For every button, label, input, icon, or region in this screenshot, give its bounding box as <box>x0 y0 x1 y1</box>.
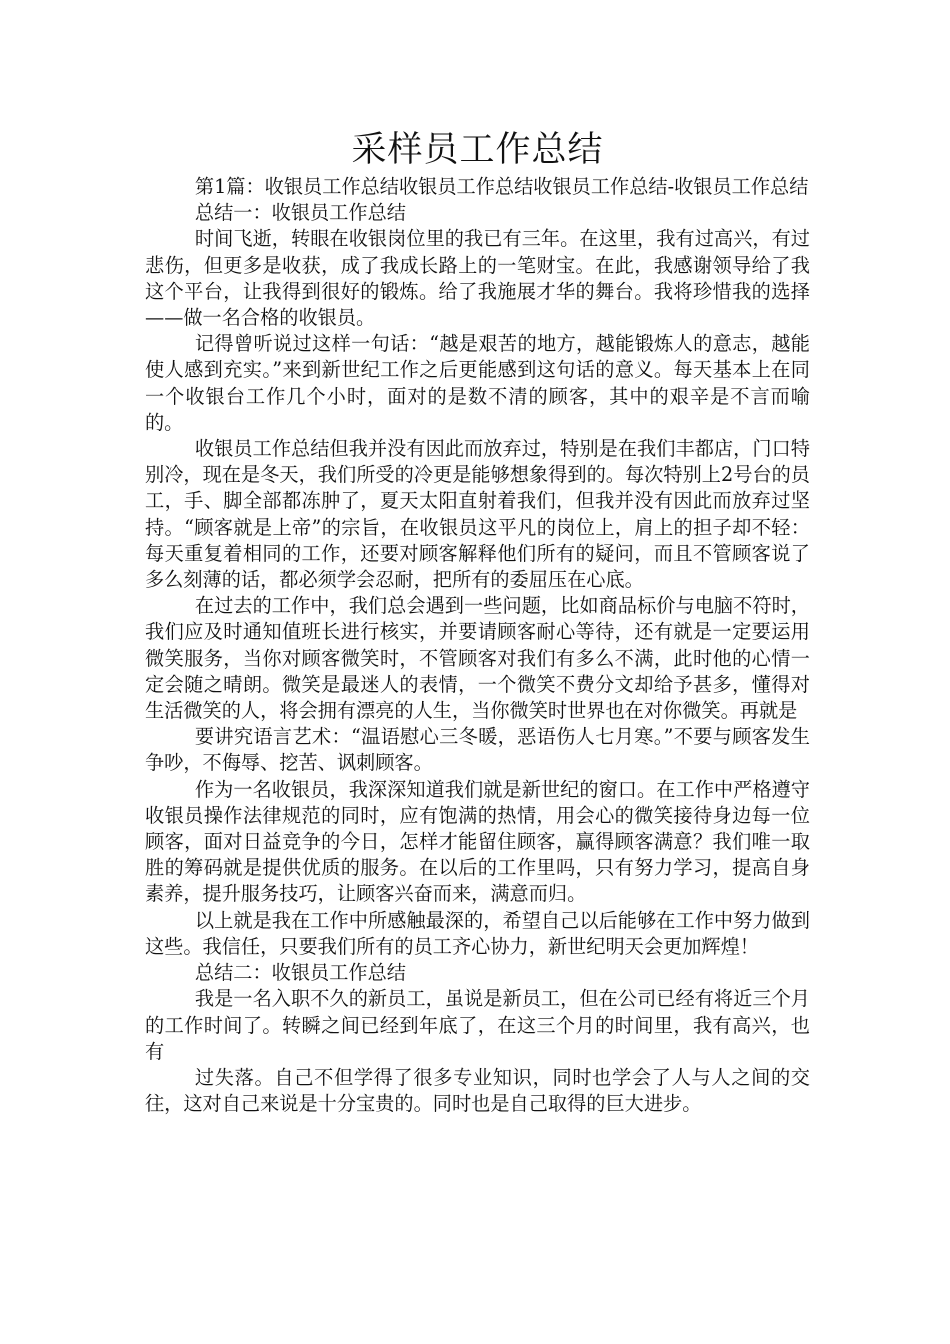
paragraph-section-one-heading: 总结一：收银员工作总结 <box>194 201 406 225</box>
paragraph-chapter-heading: 第1篇：收银员工作总结收银员工作总结收银员工作总结-收银员工作总结 <box>194 175 809 198</box>
paragraph: 以上就是我在工作中所感触最深的，希望自己以后能够在工作中努力做到这些。我信任，只要我们所有的员工齐心协力，新世纪明天会更加辉煌！ <box>145 908 810 958</box>
paragraph: 时间飞逝，转眼在收银岗位里的我已有三年。在这里，我有过高兴，有过悲伤，但更多是收获，成了我成长路上的一笔财宝。在此，我感谢领导给了我这个平台，让我得到很好的锻炼。给了我施展才华的舞台。我将珍惜我的选择——做一名合格的收银员。 <box>145 227 810 330</box>
paragraph: 在过去的工作中，我们总会遇到一些问题，比如商品标价与电脑不符时，我们应及时通知值班长进行核实，并要请顾客耐心等待，还有就是一定要运用微笑服务，当你对顾客微笑时，不管顾客对我们有多么不满，此时他的心情一定会随之晴朗。微笑是最迷人的表情，一个微笑不费分文却给予甚多，懂得对生活微笑的人，将会拥有漂亮的人生，当你微笑时世界也在对你微笑。再就是 <box>145 594 810 723</box>
paragraph-section-two-heading: 总结二：收银员工作总结 <box>194 961 406 985</box>
document-title: 采样员工作总结 <box>351 130 604 170</box>
document-page <box>145 128 810 1117</box>
paragraph: 要讲究语言艺术：“温语慰心三冬暖，恶语伤人七月寒。”不要与顾客发生争吵，不侮辱、挖苦、讽刺顾客。 <box>145 725 810 775</box>
paragraph: 收银员工作总结但我并没有因此而放弃过，特别是在我们丰都店，门口特别冷，现在是冬天，我们所受的冷更是能够想象得到的。每次特别上2号台的员工，手、脚全部都冻肿了，夏天太阳直射着我们，但我并没有因此而放弃过坚持。“顾客就是上帝”的宗旨，在收银员这平凡的岗位上，肩上的担子却不轻：每天重复着相同的工作，还要对顾客解释他们所有的疑问，而且不管顾客说了多么刻薄的话，都必须学会忍耐，把所有的委屈压在心底。 <box>145 437 810 592</box>
paragraph: 过失落。自己不但学得了很多专业知识，同时也学会了人与人之间的交往，这对自己来说是十分宝贵的。同时也是自己取得的巨大进步。 <box>145 1065 810 1116</box>
paragraph: 作为一名收银员，我深深知道我们就是新世纪的窗口。在工作中严格遵守收银员操作法律规范的同时，应有饱满的热情，用会心的微笑接待身边每一位顾客，面对日益竞争的今日，怎样才能留住顾客，赢得顾客满意？我们唯一取胜的筹码就是提供优质的服务。在以后的工作里吗，只有努力学习，提高自身素养，提升服务技巧，让顾客兴奋而来，满意而归。 <box>145 777 810 906</box>
paragraph: 记得曾听说过这样一句话：“越是艰苦的地方，越能锻炼人的意志，越能使人感到充实。”来到新世纪工作之后更能感到这句话的意义。每天基本上在同一个收银台工作几个小时，面对的是数不清的顾客，其中的艰辛是不言而喻的。 <box>145 332 810 434</box>
paragraph: 我是一名入职不久的新员工，虽说是新员工，但在公司已经有将近三个月的工作时间了。转瞬之间已经到年底了，在这三个月的时间里，我有高兴，也有 <box>145 987 810 1063</box>
